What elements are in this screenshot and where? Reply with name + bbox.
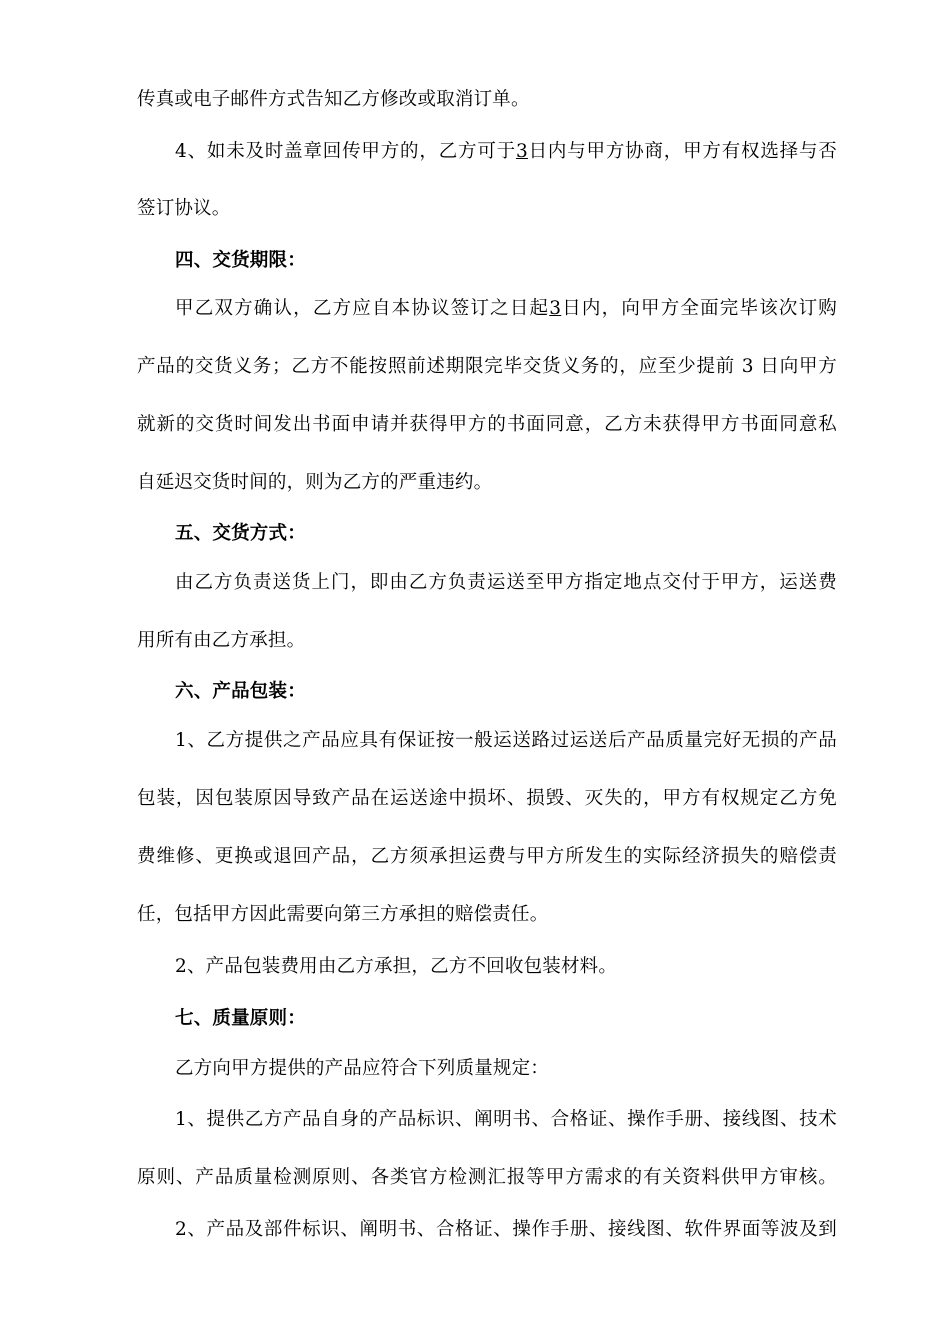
paragraph-line: 2、产品包装费用由乙方承担，乙方不回收包装材料。	[175, 956, 618, 977]
section-heading: 七、质量原则：	[175, 1008, 306, 1029]
paragraph-line: 签订协议。	[137, 198, 231, 219]
paragraph-line: 2、产品及部件标识、阐明书、合格证、操作手册、接线图、软件界面等波及到	[175, 1219, 837, 1240]
paragraph-line: 乙方向甲方提供的产品应符合下列质量规定：	[175, 1058, 550, 1079]
paragraph-line	[175, 297, 837, 321]
line-text: 4、如未及时盖章回传甲方的，乙方可于	[175, 141, 516, 162]
line-text: 日内与甲方协商，甲方有权选择与否	[527, 141, 838, 162]
paragraph-line: 1、提供乙方产品自身的产品标识、阐明书、合格证、操作手册、接线图、技术	[175, 1109, 837, 1130]
line-text: 甲乙双方确认，乙方应自本协议签订之日起	[175, 298, 550, 319]
paragraph-line: 费维修、更换或退回产品，乙方须承担运费与甲方所发生的实际经济损失的赔偿责	[137, 846, 837, 867]
paragraph-line: 包装，因包装原因导致产品在运送途中损坏、损毁、灭失的，甲方有权规定乙方免	[137, 788, 837, 809]
section-heading: 六、产品包装：	[175, 681, 306, 702]
paragraph-line: 用所有由乙方承担。	[137, 630, 306, 651]
paragraph-line: 由乙方负责送货上门，即由乙方负责运送至甲方指定地点交付于甲方，运送费	[175, 572, 837, 593]
paragraph-line	[175, 140, 837, 164]
paragraph-line: 自延迟交货时间的，则为乙方的严重违约。	[137, 472, 493, 493]
paragraph-line: 就新的交货时间发出书面申请并获得甲方的书面同意，乙方未获得甲方书面同意私	[137, 414, 837, 435]
paragraph-line: 任，包括甲方因此需要向第三方承担的赔偿责任。	[137, 904, 549, 925]
underlined-value: 3	[515, 141, 528, 162]
paragraph-line: 产品的交货义务；乙方不能按照前述期限完毕交货义务的，应至少提前 3 日向甲方	[137, 356, 837, 377]
line-text: 日内，向甲方全面完毕该次订购	[561, 298, 837, 319]
paragraph-line: 原则、产品质量检测原则、各类官方检测汇报等甲方需求的有关资料供甲方审核。	[137, 1167, 837, 1188]
paragraph-line: 传真或电子邮件方式告知乙方修改或取消订单。	[137, 89, 530, 110]
section-heading: 五、交货方式：	[175, 523, 306, 544]
section-heading: 四、交货期限：	[175, 250, 306, 271]
paragraph-line: 1、乙方提供之产品应具有保证按一般运送路过运送后产品质量完好无损的产品	[175, 730, 837, 751]
underlined-value: 3	[549, 298, 562, 319]
